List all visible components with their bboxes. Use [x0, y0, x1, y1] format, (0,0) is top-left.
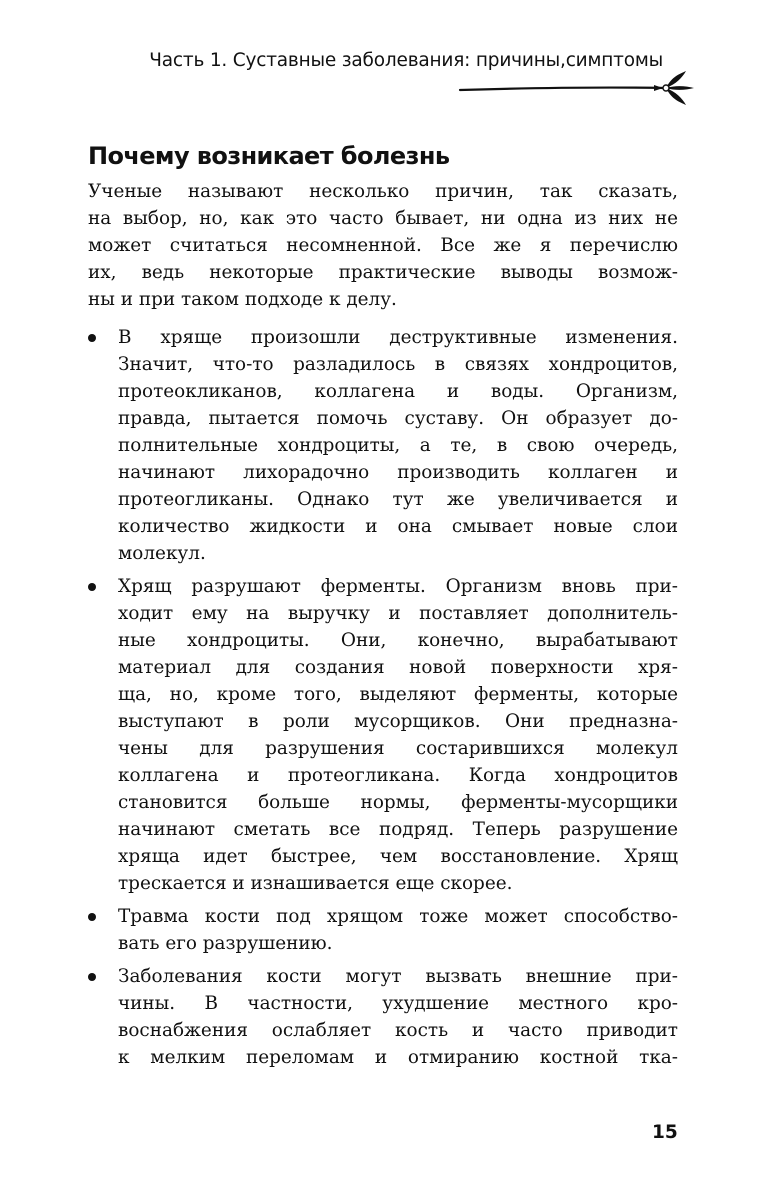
text-line: полнительные хондроциты, а те, в свою очередь,: [118, 435, 678, 456]
text-line: Значит, что-то разладилось в связях хондроцитов,: [118, 354, 678, 375]
text-line: ща, но, кроме того, выделяют ферменты, которые: [118, 684, 678, 705]
list-item: [88, 324, 678, 567]
text-line: количество жидкости и она смывает новые слои: [118, 516, 678, 537]
text-line: вать его разрушению.: [118, 933, 333, 954]
header-ornament-icon: [458, 68, 696, 108]
list-item: [88, 903, 678, 957]
text-line: материал для создания новой поверхности хря-: [118, 657, 678, 678]
text-line: В хряще произошли деструктивные изменения.: [118, 327, 678, 348]
text-line: хряща идет быстрее, чем восстановление. Хрящ: [118, 846, 678, 867]
list-item: [88, 963, 678, 1071]
bullet-icon: [88, 973, 96, 981]
text-line: на выбор, но, как это часто бывает, ни одна из них не: [88, 208, 678, 229]
text-line: выступают в роли мусорщиков. Они предназна-: [118, 711, 678, 732]
text-line: ные хондроциты. Они, конечно, вырабатывают: [118, 630, 678, 651]
text-line: Травма кости под хрящом тоже может способство-: [118, 906, 678, 927]
text-line: чены для разрушения состарившихся молекул: [118, 738, 678, 759]
causes-list: [88, 324, 678, 1071]
section-heading: Почему возникает болезнь: [88, 142, 450, 170]
text-line: становится больше нормы, ферменты-мусорщики: [118, 792, 678, 813]
running-head: Часть 1. Суставные заболевания: причины,симптомы: [149, 50, 663, 71]
text-line: протеогликаны. Однако тут же увеличивается и: [118, 489, 678, 510]
bullet-icon: [88, 583, 96, 591]
intro-paragraph: [88, 178, 678, 313]
text-line: воснабжения ослабляет кость и часто приводит: [118, 1020, 678, 1041]
page-number: 15: [652, 1122, 678, 1143]
bullet-icon: [88, 334, 96, 342]
body-text: [88, 178, 678, 1077]
text-line: их, ведь некоторые практические выводы возмож-: [88, 262, 678, 283]
text-line: может считаться несомненной. Все же я перечислю: [88, 235, 678, 256]
text-line: Ученые называют несколько причин, так сказать,: [88, 181, 678, 202]
text-line: Хрящ разрушают ферменты. Организм вновь при-: [118, 576, 678, 597]
text-line: коллагена и протеогликана. Когда хондроцитов: [118, 765, 678, 786]
text-line: чины. В частности, ухудшение местного кро-: [118, 993, 678, 1014]
text-line: трескается и изнашивается еще скорее.: [118, 873, 513, 894]
list-item: [88, 573, 678, 897]
bullet-icon: [88, 913, 96, 921]
text-line: ны и при таком подходе к делу.: [88, 289, 397, 310]
text-line: начинают сметать все подряд. Теперь разрушение: [118, 819, 678, 840]
text-line: к мелким переломам и отмиранию костной тка-: [118, 1047, 678, 1068]
text-line: ходит ему на выручку и поставляет дополнитель-: [118, 603, 678, 624]
text-line: Заболевания кости могут вызвать внешние при-: [118, 966, 678, 987]
text-line: молекул.: [118, 543, 206, 564]
text-line: протеокликанов, коллагена и воды. Организм,: [118, 381, 678, 402]
text-line: начинают лихорадочно производить коллаген и: [118, 462, 678, 483]
text-line: правда, пытается помочь суставу. Он образует до-: [118, 408, 678, 429]
